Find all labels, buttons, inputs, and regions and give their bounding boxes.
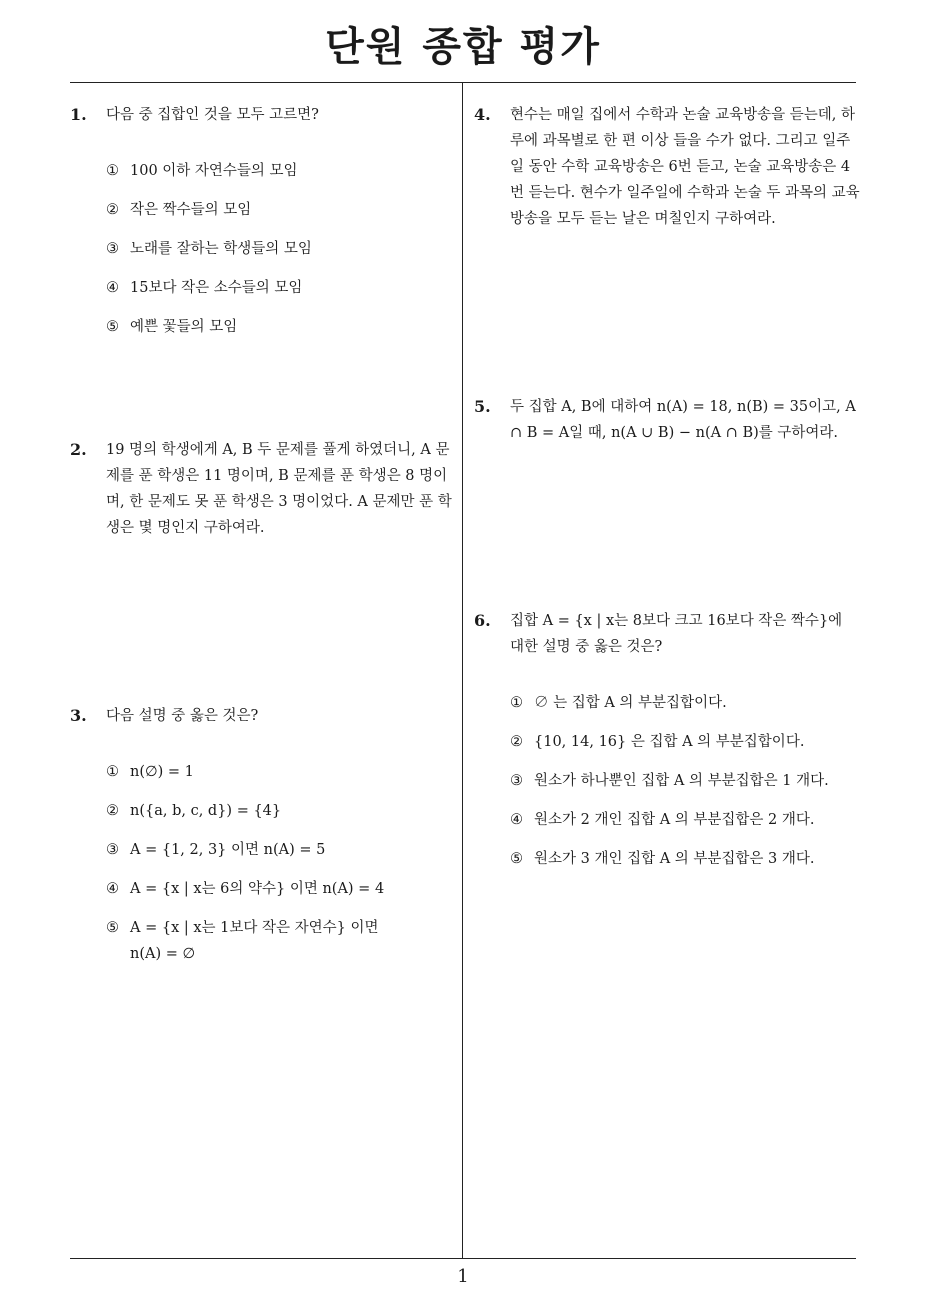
option-text: n(∅) = 1 <box>130 764 194 780</box>
option-item[interactable] <box>510 807 860 833</box>
question-number: 2. <box>70 440 87 459</box>
option-mark: ⑤ <box>106 319 119 335</box>
option-mark: ④ <box>510 812 523 828</box>
option-text: 작은 짝수들의 모임 <box>130 202 252 218</box>
question-text: 두 집합 A, B에 대하여 n(A) = 18, n(B) = 35이고, A ∩ B = A일 때, n(A ∪ B) − n(A ∩ B)를 구하여라. <box>510 399 856 441</box>
option-item[interactable] <box>106 798 456 824</box>
option-text: A = {1, 2, 3} 이면 n(A) = 5 <box>130 842 326 858</box>
option-item[interactable] <box>510 729 860 755</box>
option-item[interactable] <box>106 915 400 967</box>
option-item[interactable] <box>106 837 456 863</box>
option-mark: ③ <box>106 842 119 858</box>
question-number: 5. <box>474 397 491 416</box>
option-item[interactable] <box>510 768 860 794</box>
question-number: 4. <box>474 105 491 124</box>
question-text: 집합 A = {x | x는 8보다 크고 16보다 작은 짝수}에 대한 설명 중 옳은 것은? <box>510 613 843 655</box>
option-item[interactable] <box>106 876 456 902</box>
option-text: 원소가 3 개인 집합 A 의 부분집합은 3 개다. <box>534 851 815 867</box>
page-title: 단원 종합 평가 <box>325 24 601 70</box>
option-item[interactable] <box>510 690 860 716</box>
option-mark: ① <box>106 163 119 179</box>
option-item[interactable] <box>106 275 456 301</box>
option-list <box>106 759 456 967</box>
option-item[interactable] <box>106 236 456 262</box>
option-mark: ⑤ <box>106 920 119 936</box>
option-list <box>106 158 456 340</box>
question-number: 3. <box>70 706 87 725</box>
option-item[interactable] <box>106 314 456 340</box>
question-number: 6. <box>474 611 491 630</box>
option-item[interactable] <box>106 158 456 184</box>
option-text: 100 이하 자연수들의 모임 <box>130 163 298 179</box>
option-mark: ② <box>106 803 119 819</box>
option-text: A = {x | x는 1보다 작은 자연수} 이면 n(A) = ∅ <box>130 920 379 962</box>
option-mark: ⑤ <box>510 851 523 867</box>
question-text: 다음 중 집합인 것을 모두 고르면? <box>106 107 319 123</box>
option-text: {10, 14, 16} 은 집합 A 의 부분집합이다. <box>534 734 805 750</box>
question-text: 현수는 매일 집에서 수학과 논술 교육방송을 듣는데, 하루에 과목별로 한 편 이상 들을 수가 없다. 그리고 일주일 동안 수학 교육방송은 6번 듣고, 논술 교육방송은 4번 듣는다. 현수가 일주일에 수학과 논술 두 과목의 교육방송을 모두 듣는 날은 며칠인지 구하여라. <box>510 107 860 227</box>
option-mark: ③ <box>510 773 523 789</box>
option-mark: ② <box>510 734 523 750</box>
option-item[interactable] <box>106 197 456 223</box>
question-5 <box>474 394 860 446</box>
question-1 <box>70 102 456 353</box>
option-mark: ④ <box>106 881 119 897</box>
bottom-divider <box>70 1258 856 1259</box>
option-text: 원소가 2 개인 집합 A 의 부분집합은 2 개다. <box>534 812 815 828</box>
option-list <box>510 690 860 872</box>
column-divider <box>462 83 463 1259</box>
option-text: ∅ 는 집합 A 의 부분집합이다. <box>534 695 727 711</box>
option-text: 15보다 작은 소수들의 모임 <box>130 280 303 296</box>
option-text: 원소가 하나뿐인 집합 A 의 부분집합은 1 개다. <box>534 773 829 789</box>
option-item[interactable] <box>106 759 456 785</box>
option-text: 노래를 잘하는 학생들의 모임 <box>130 241 312 257</box>
option-mark: ① <box>106 764 119 780</box>
option-mark: ④ <box>106 280 119 296</box>
option-text: n({a, b, c, d}) = {4} <box>130 803 282 819</box>
question-2 <box>70 437 456 541</box>
question-4 <box>474 102 860 232</box>
question-number: 1. <box>70 105 87 124</box>
question-text: 19 명의 학생에게 A, B 두 문제를 풀게 하였더니, A 문제를 푼 학생은 11 명이며, B 문제를 푼 학생은 8 명이며, 한 문제도 못 푼 학생은 3 명이었다. A 문제만 푼 학생은 몇 명인지 구하여라. <box>106 442 452 536</box>
option-mark: ① <box>510 695 523 711</box>
option-text: A = {x | x는 6의 약수} 이면 n(A) = 4 <box>130 881 385 897</box>
option-mark: ③ <box>106 241 119 257</box>
question-3 <box>70 703 456 980</box>
top-divider <box>70 82 856 83</box>
page-number: 1 <box>457 1266 469 1287</box>
question-text: 다음 설명 중 옳은 것은? <box>106 708 259 724</box>
option-text: 예쁜 꽃들의 모임 <box>130 319 238 335</box>
option-mark: ② <box>106 202 119 218</box>
question-6 <box>474 608 860 885</box>
option-item[interactable] <box>510 846 860 872</box>
